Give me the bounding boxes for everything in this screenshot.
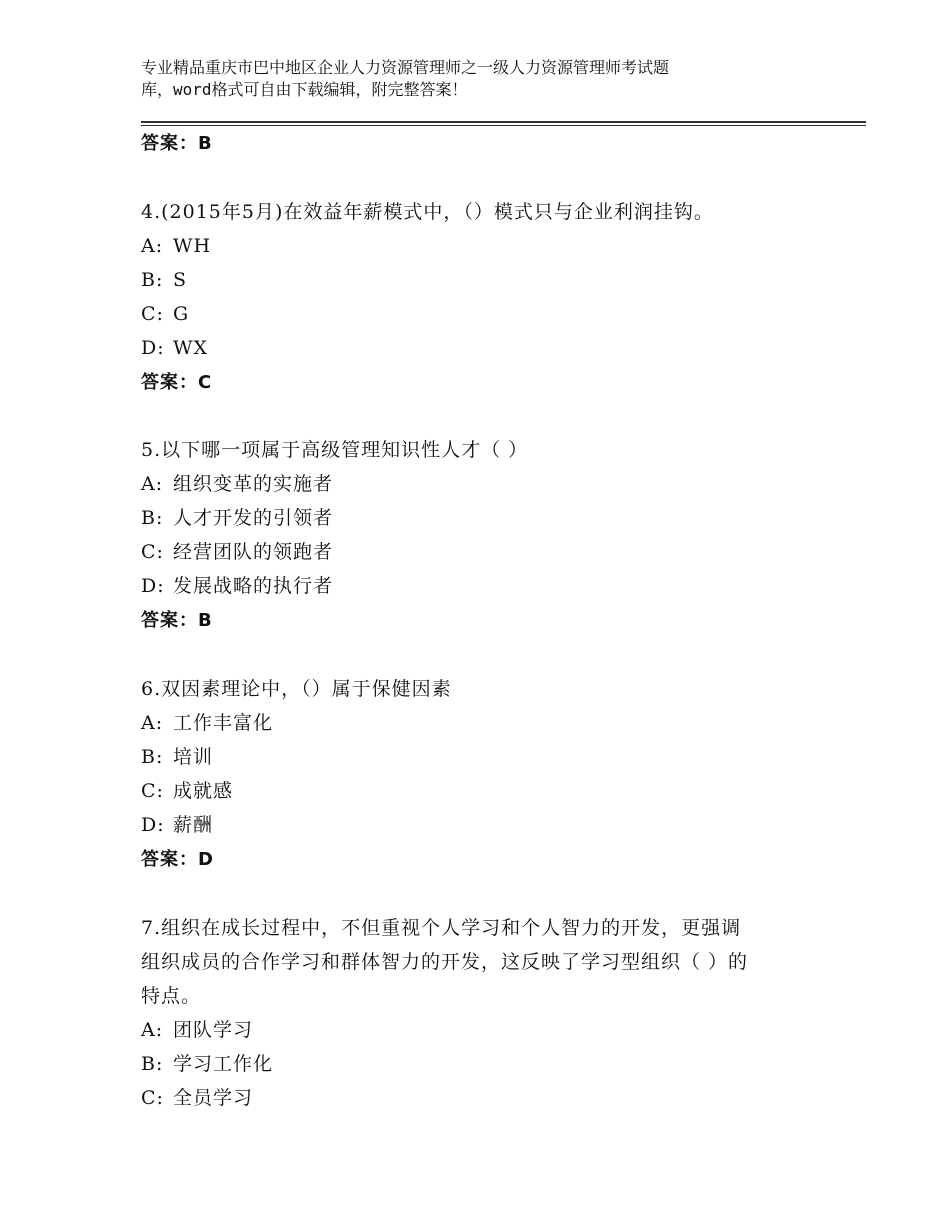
header-line-2: 库，word格式可自由下载编辑，附完整答案！ — [141, 80, 468, 99]
option-b — [141, 268, 187, 292]
question-7-text: 7.组织在成长过程中，不但重视个人学习和个人智力的开发，更强调 — [141, 917, 742, 939]
question-4-text: 4.(2015年5月)在效益年薪模式中，（）模式只与企业利润挂钩。 — [141, 201, 714, 223]
option-letter: C: — [141, 541, 164, 563]
option-d — [141, 574, 333, 598]
header-rule — [141, 121, 866, 123]
option-text: 人才开发的引领者 — [173, 507, 334, 529]
option-text: 团队学习 — [173, 1019, 254, 1041]
option-letter: D: — [141, 337, 165, 359]
option-c — [141, 302, 189, 326]
question-7-text: 特点。 — [141, 985, 202, 1007]
option-text: 全员学习 — [173, 1087, 254, 1109]
option-letter: B: — [141, 746, 164, 768]
question-7-text: 组织成员的合作学习和群体智力的开发，这反映了学习型组织（ ）的 — [141, 951, 749, 973]
option-d — [141, 336, 208, 360]
option-text: 工作丰富化 — [173, 712, 274, 734]
option-text: S — [173, 269, 188, 291]
option-d — [141, 813, 213, 837]
question-5-text: 5.以下哪一项属于高级管理知识性人才（ ） — [141, 439, 529, 461]
option-letter: B: — [141, 269, 164, 291]
question-6-text: 6.双因素理论中，（）属于保健因素 — [141, 678, 452, 700]
option-text: 薪酬 — [173, 814, 214, 836]
option-text: 成就感 — [173, 780, 234, 802]
option-b — [141, 745, 213, 769]
option-a — [141, 472, 333, 496]
answer-line: 答案：B — [141, 610, 213, 631]
option-letter: D: — [141, 814, 165, 836]
option-a — [141, 234, 211, 258]
option-letter: A: — [141, 473, 164, 495]
option-text: 发展战略的执行者 — [173, 575, 334, 597]
answer-line: 答案：C — [141, 372, 213, 393]
option-c — [141, 779, 233, 803]
option-b — [141, 506, 333, 530]
option-a — [141, 711, 273, 735]
option-text: 学习工作化 — [173, 1053, 274, 1075]
option-text: 经营团队的领跑者 — [173, 541, 334, 563]
option-letter: B: — [141, 507, 164, 529]
header-line-1: 专业精品重庆市巴中地区企业人力资源管理师之一级人力资源管理师考试题 — [141, 58, 670, 77]
option-b — [141, 1052, 273, 1076]
document-header — [141, 57, 791, 101]
header-rule — [141, 125, 866, 126]
option-letter: A: — [141, 235, 164, 257]
option-letter: C: — [141, 780, 164, 802]
option-text: G — [173, 303, 190, 325]
option-letter: C: — [141, 1087, 164, 1109]
option-letter: D: — [141, 575, 165, 597]
answer-line: 答案：B — [141, 133, 213, 154]
option-letter: A: — [141, 712, 164, 734]
option-letter: A: — [141, 1019, 164, 1041]
answer-line: 答案：D — [141, 849, 214, 870]
option-text: 培训 — [173, 746, 214, 768]
option-text: WX — [173, 337, 209, 359]
option-text: WH — [173, 235, 212, 257]
option-letter: B: — [141, 1053, 164, 1075]
option-c — [141, 1086, 253, 1110]
option-letter: C: — [141, 303, 164, 325]
option-text: 组织变革的实施者 — [173, 473, 334, 495]
option-c — [141, 540, 333, 564]
option-a — [141, 1018, 253, 1042]
